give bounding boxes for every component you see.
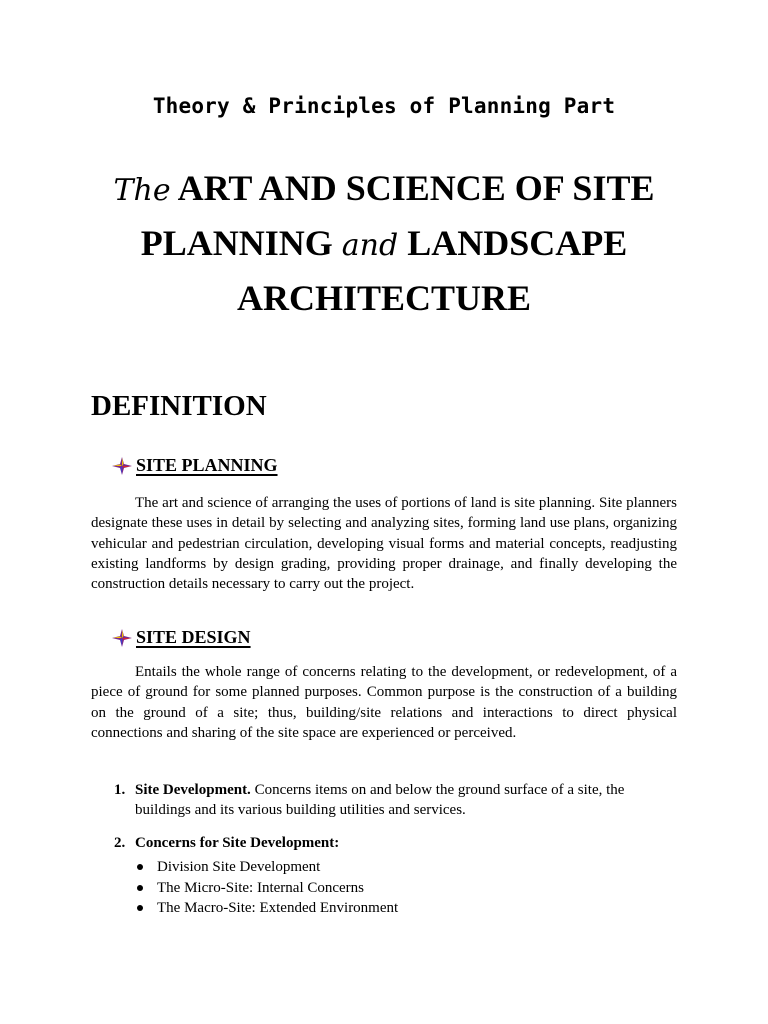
site-planning-label: SITE PLANNING <box>136 455 278 475</box>
site-design-paragraph: Entails the whole range of concerns relating to the development, or redevelopment, of a piece of ground for some planned purposes. Common purpose is the construction of a building on the ground of a site; thus, building/site relations and interactions to direct physical connections and sharing of the site space are experienced or perceived. <box>91 664 677 741</box>
item-2-number: 2. <box>114 835 126 851</box>
numbered-item-1 <box>114 780 674 820</box>
item-1-title: Site Development. <box>135 782 251 798</box>
title-line-3: ARCHITECTURE <box>236 278 532 318</box>
site-design-label: SITE DESIGN <box>136 627 251 647</box>
list-item: The Macro-Site: Extended Environment <box>135 898 674 919</box>
document-subtitle: Theory & Principles of Planning Part <box>152 94 616 118</box>
item-1-text: Concerns items on and below the ground surface of a site, the buildings and its various building utilities and services. <box>135 782 625 818</box>
bullet-dot-icon <box>137 864 143 870</box>
item-2-title: Concerns for Site Development: <box>135 835 340 851</box>
title-line-2b: LANDSCAPE <box>407 223 628 263</box>
numbered-item-2 <box>114 833 674 919</box>
bullet-dot-icon <box>137 885 143 891</box>
title-line-1: ART AND SCIENCE OF SITE <box>177 168 655 208</box>
four-point-star-bullet-icon <box>112 457 134 475</box>
title-line-2a: PLANNING <box>140 223 333 263</box>
site-planning-paragraph: The art and science of arranging the uses of portions of land is site planning. Site planners designate these uses in detail by selecting and analyzing sites, forming land use plans, organizing vehicular and pedestrian circulation, developing visual forms and material concepts, readjusting existing landforms by design grading, providing proper drainage, and finally developing the construction details necessary to carry out the project. <box>91 495 677 593</box>
title-connector-script: and <box>341 228 399 263</box>
document-title <box>84 162 684 324</box>
list-item: The Micro-Site: Internal Concerns <box>135 878 674 899</box>
definition-heading: DEFINITION <box>91 390 267 422</box>
bullet-dot-icon <box>137 905 143 911</box>
site-planning-heading <box>112 455 278 476</box>
list-item: Division Site Development <box>135 857 674 878</box>
four-point-star-bullet-icon <box>112 629 134 647</box>
title-prefix-script: The <box>113 173 171 208</box>
concerns-bullet-list <box>135 857 674 919</box>
item-1-number: 1. <box>114 782 126 798</box>
site-design-heading <box>112 627 251 648</box>
